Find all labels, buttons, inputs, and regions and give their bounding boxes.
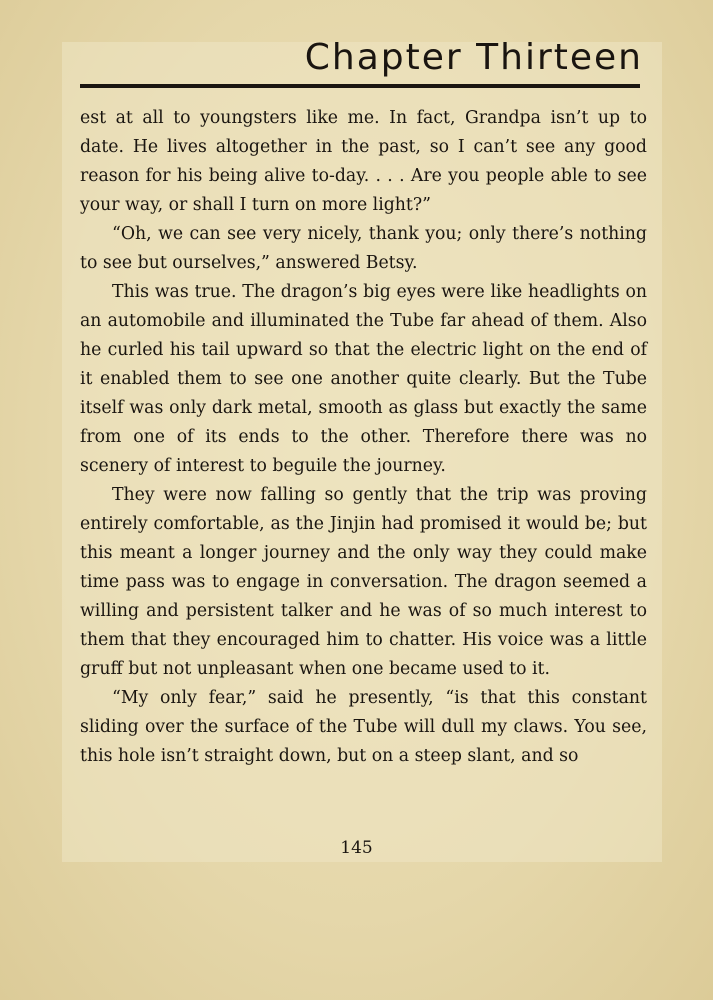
paragraph: This was true. The dragon’s big eyes were like headlights on an automobile and illuminated the Tube far ahead of them. Also he curled his tail upward so that the electric light on the end of it enabled them to see one another quite clearly. But the Tube itself was only dark metal, smooth as glass but exactly the same from one of its ends to the other. Therefore there was no scenery of interest to beguile the journey.: [80, 282, 647, 476]
paragraph: They were now falling so gently that the trip was proving entirely comfortable, as the Jinjin had promised it would be; but this meant a longer journey and the only way they could make time pass was to engage in conversation. The dragon seemed a willing and persistent talker and he was of so much interest to them that they encouraged him to chatter. His voice was a little gruff but not unpleasant when one became used to it.: [80, 485, 647, 679]
paragraph: “Oh, we can see very nicely, thank you; only there’s nothing to see but ourselves,” answered Betsy.: [80, 224, 647, 273]
body-text: [80, 104, 647, 771]
chapter-title: Chapter Thirteen: [304, 37, 643, 78]
page-number: 145: [340, 838, 373, 858]
paragraph: “My only fear,” said he presently, “is that this constant sliding over the surface of the Tube will dull my claws. You see, this hole isn’t straight down, but on a steep slant, and so: [80, 688, 647, 766]
chapter-title-rule: [80, 84, 640, 88]
paragraph-continuation: est at all to youngsters like me. In fact, Grandpa isn’t up to date. He lives altogether in the past, so I can’t see any good reason for his being alive to-day. . . . Are you people able to see your way, or shall I turn on more light?”: [80, 108, 647, 215]
